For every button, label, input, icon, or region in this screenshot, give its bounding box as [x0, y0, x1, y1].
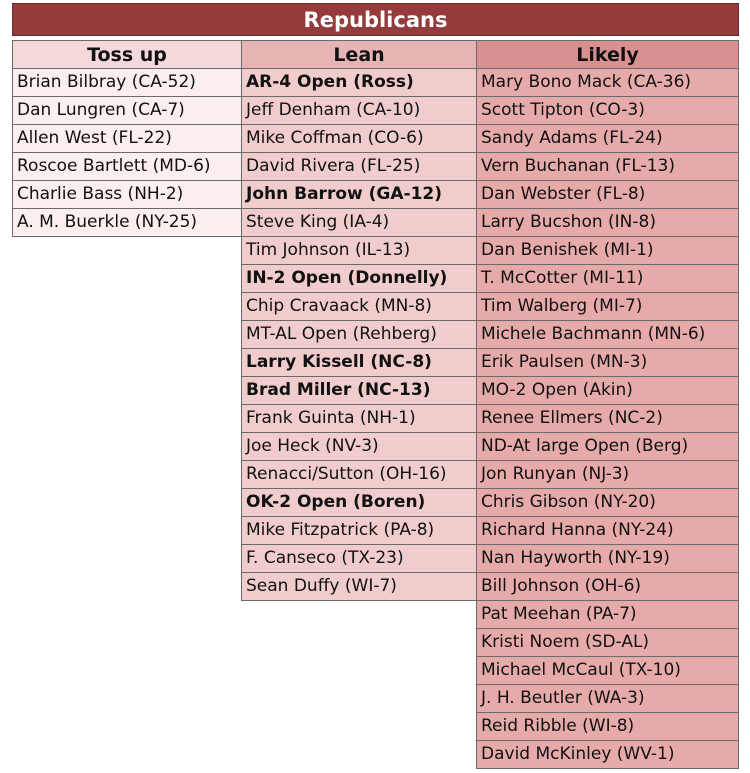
list-item: Michele Bachmann (MN-6): [476, 320, 739, 348]
list-item: Richard Hanna (NY-24): [476, 516, 739, 544]
list-item: Tim Walberg (MI-7): [476, 292, 739, 320]
table-title: Republicans: [12, 3, 739, 36]
list-item: Larry Kissell (NC-8): [241, 348, 477, 376]
list-item: Brad Miller (NC-13): [241, 376, 477, 404]
list-item: Renee Ellmers (NC-2): [476, 404, 739, 432]
list-item: Mary Bono Mack (CA-36): [476, 68, 739, 96]
list-item: Reid Ribble (WI-8): [476, 712, 739, 740]
list-item: MO-2 Open (Akin): [476, 376, 739, 404]
list-item: OK-2 Open (Boren): [241, 488, 477, 516]
list-item: Nan Hayworth (NY-19): [476, 544, 739, 572]
list-item: MT-AL Open (Rehberg): [241, 320, 477, 348]
list-item: ND-At large Open (Berg): [476, 432, 739, 460]
list-item: J. H. Beutler (WA-3): [476, 684, 739, 712]
list-item: Dan Benishek (MI-1): [476, 236, 739, 264]
list-item: Frank Guinta (NH-1): [241, 404, 477, 432]
list-item: Vern Buchanan (FL-13): [476, 152, 739, 180]
list-item: F. Canseco (TX-23): [241, 544, 477, 572]
list-item: David McKinley (WV-1): [476, 740, 739, 769]
list-item: T. McCotter (MI-11): [476, 264, 739, 292]
list-item: Jon Runyan (NJ-3): [476, 460, 739, 488]
list-item: Chris Gibson (NY-20): [476, 488, 739, 516]
list-item: Jeff Denham (CA-10): [241, 96, 477, 124]
list-item: A. M. Buerkle (NY-25): [12, 208, 242, 237]
column-header: Lean: [241, 40, 477, 68]
list-item: Scott Tipton (CO-3): [476, 96, 739, 124]
list-item: Pat Meehan (PA-7): [476, 600, 739, 628]
list-item: Brian Bilbray (CA-52): [12, 68, 242, 96]
list-item: Steve King (IA-4): [241, 208, 477, 236]
list-item: Kristi Noem (SD-AL): [476, 628, 739, 656]
list-item: Bill Johnson (OH-6): [476, 572, 739, 600]
list-item: Dan Lungren (CA-7): [12, 96, 242, 124]
list-item: Dan Webster (FL-8): [476, 180, 739, 208]
list-item: Michael McCaul (TX-10): [476, 656, 739, 684]
list-item: Tim Johnson (IL-13): [241, 236, 477, 264]
list-item: Charlie Bass (NH-2): [12, 180, 242, 208]
list-item: Mike Coffman (CO-6): [241, 124, 477, 152]
list-item: Roscoe Bartlett (MD-6): [12, 152, 242, 180]
list-item: Renacci/Sutton (OH-16): [241, 460, 477, 488]
column-header: Likely: [476, 40, 739, 68]
list-item: David Rivera (FL-25): [241, 152, 477, 180]
list-item: John Barrow (GA-12): [241, 180, 477, 208]
list-item: IN-2 Open (Donnelly): [241, 264, 477, 292]
column-lean: [241, 40, 477, 601]
column-toss-up: [12, 40, 242, 237]
list-item: Erik Paulsen (MN-3): [476, 348, 739, 376]
list-item: AR-4 Open (Ross): [241, 68, 477, 96]
column-header: Toss up: [12, 40, 242, 68]
column-likely: [476, 40, 739, 769]
list-item: Chip Cravaack (MN-8): [241, 292, 477, 320]
list-item: Sandy Adams (FL-24): [476, 124, 739, 152]
list-item: Mike Fitzpatrick (PA-8): [241, 516, 477, 544]
list-item: Sean Duffy (WI-7): [241, 572, 477, 601]
list-item: Joe Heck (NV-3): [241, 432, 477, 460]
list-item: Larry Bucshon (IN-8): [476, 208, 739, 236]
list-item: Allen West (FL-22): [12, 124, 242, 152]
